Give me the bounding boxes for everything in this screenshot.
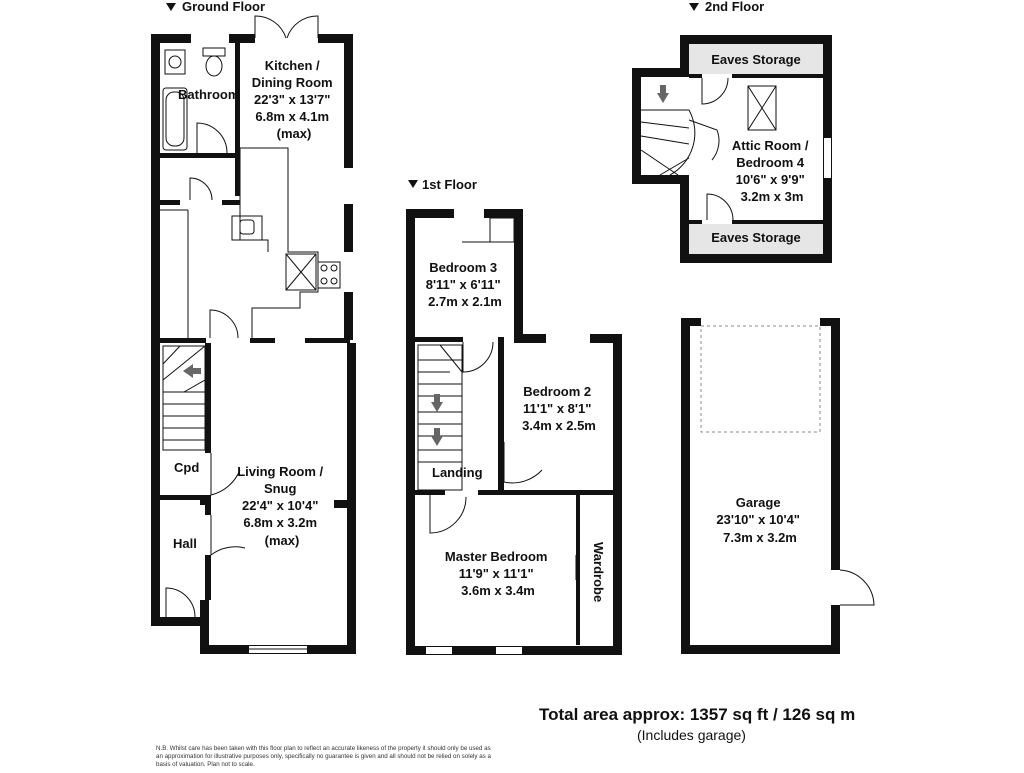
wall: [680, 35, 689, 71]
wall: [632, 68, 641, 184]
wall: [160, 338, 206, 343]
door: [707, 194, 733, 220]
disclaimer-line: basis of valuation. Plan not to scale.: [156, 761, 255, 768]
sink: [240, 220, 254, 234]
second-stairs: [641, 85, 695, 175]
second-floor-plan: [632, 35, 832, 263]
wall: [514, 209, 523, 337]
first-floor-header: [408, 177, 477, 192]
wall: [831, 318, 840, 570]
wall: [689, 74, 702, 78]
down-arrow-icon: [183, 364, 201, 378]
window: [191, 35, 229, 42]
disclaimer-line: an approximation for illustrative purposes only, specifically no guarantee is given and all should not be relied on solely as a: [156, 753, 491, 760]
toilet: [203, 48, 225, 56]
wall: [681, 318, 690, 654]
wall: [305, 338, 350, 343]
door: [190, 178, 212, 200]
window: [345, 168, 352, 204]
door: [166, 588, 195, 617]
wall: [680, 182, 689, 263]
basin: [169, 56, 181, 68]
room-label-master: Master Bedroom 11'9" x 11'1" 3.6m x 3.4m: [444, 549, 548, 598]
down-triangle-icon: [689, 3, 699, 11]
wall: [160, 153, 235, 158]
wall: [576, 495, 580, 645]
wall: [250, 338, 275, 343]
down-arrow-icon: [431, 428, 443, 446]
kitchen-counter: [240, 148, 318, 338]
cupboard: [490, 218, 514, 242]
room-label-living: Living Room / Snug 22'4" x 10'4" 6.8m x 3.2m (max): [237, 464, 324, 548]
room-label-eaves-top: Eaves Storage: [711, 52, 801, 67]
wall: [151, 34, 191, 43]
wall: [205, 555, 211, 600]
door: [504, 442, 542, 483]
door: [702, 78, 728, 104]
ground-floor-header: [166, 0, 265, 14]
french-door: [255, 16, 318, 38]
wall: [681, 645, 840, 654]
wall: [514, 334, 546, 343]
window: [454, 210, 484, 217]
wall: [680, 35, 832, 44]
room-label-bedroom2: Bedroom 2 11'1" x 8'1" 3.4m x 2.5m: [522, 384, 596, 433]
garage-door-track: [701, 326, 820, 432]
down-triangle-icon: [408, 180, 418, 188]
down-arrow-icon: [657, 85, 669, 103]
room-label-garage: Garage 23'10" x 10'4" 7.3m x 3.2m: [716, 495, 800, 545]
area-summary: [539, 705, 855, 743]
wall: [406, 209, 415, 655]
wall: [151, 34, 160, 626]
wall: [344, 292, 353, 340]
room-label-bedroom3: Bedroom 3 8'11" x 6'11" 2.7m x 2.1m: [425, 260, 502, 309]
door: [840, 570, 874, 605]
window: [426, 647, 452, 654]
wall: [689, 220, 702, 224]
wall: [347, 343, 356, 653]
wall: [160, 200, 180, 205]
second-floor-header: [689, 0, 764, 14]
basin: [165, 50, 185, 74]
wall: [406, 209, 454, 218]
wall: [235, 34, 240, 196]
wall: [200, 500, 209, 505]
room-label-kitchen: Kitchen / Dining Room 22'3" x 13'7" 6.8m x 4.1m (max): [251, 58, 333, 141]
wall: [732, 74, 823, 78]
wall: [344, 34, 353, 168]
wall: [200, 600, 209, 654]
down-triangle-icon: [166, 3, 176, 11]
room-label-cpd: Cpd: [174, 460, 200, 475]
door: [210, 310, 238, 338]
cooker: [331, 278, 337, 284]
cooker: [321, 278, 327, 284]
door: [211, 515, 245, 555]
window: [496, 647, 522, 654]
door: [462, 218, 490, 242]
ground-floor-label: Ground Floor: [182, 0, 266, 14]
wall: [613, 334, 622, 654]
wall: [415, 337, 463, 342]
cooker: [331, 265, 337, 271]
wall: [680, 254, 832, 263]
wall: [681, 318, 701, 326]
room-label-eaves-bottom: Eaves Storage: [711, 230, 801, 245]
first-floor-label: 1st Floor: [422, 177, 477, 192]
window: [546, 335, 590, 342]
room-label-landing: Landing: [432, 465, 483, 480]
cooker: [321, 265, 327, 271]
disclaimer: [156, 745, 491, 768]
disclaimer-line: N.B. Whilst care has been taken with this floor plan to reflect an accurate likeness of the property it should only be used as: [156, 745, 491, 752]
wall: [229, 34, 255, 43]
door: [211, 453, 240, 495]
wall: [334, 500, 348, 508]
room-label-attic: Attic Room / Bedroom 4 10'6" x 9'9" 3.2m x 3m: [731, 138, 809, 204]
ground-floor-plan: [151, 16, 356, 654]
door: [197, 123, 227, 153]
includes-note: (Includes garage): [637, 727, 746, 743]
wall: [498, 337, 504, 494]
room-label-wardrobe: Wardrobe: [591, 542, 606, 603]
first-floor-plan: [406, 209, 622, 655]
toilet: [206, 56, 222, 76]
garage-plan: [681, 318, 874, 654]
room-label-hall: Hall: [173, 536, 197, 551]
window: [345, 252, 352, 292]
wall: [222, 200, 240, 205]
door: [430, 495, 466, 533]
down-arrow-icon: [431, 394, 443, 412]
wall: [344, 204, 353, 252]
window: [824, 138, 831, 178]
wall: [415, 490, 445, 495]
wall: [160, 495, 208, 500]
ground-stairs: [163, 346, 205, 450]
wall: [205, 343, 211, 453]
wall: [478, 490, 613, 495]
room-label-bathroom: Bathroom: [178, 87, 240, 102]
total-area: Total area approx: 1357 sq ft / 126 sq m: [539, 705, 856, 724]
wall: [732, 220, 823, 224]
wall: [632, 175, 689, 184]
door: [463, 342, 493, 372]
door: [689, 120, 719, 160]
wall: [820, 318, 840, 326]
second-floor-label: 2nd Floor: [705, 0, 765, 14]
